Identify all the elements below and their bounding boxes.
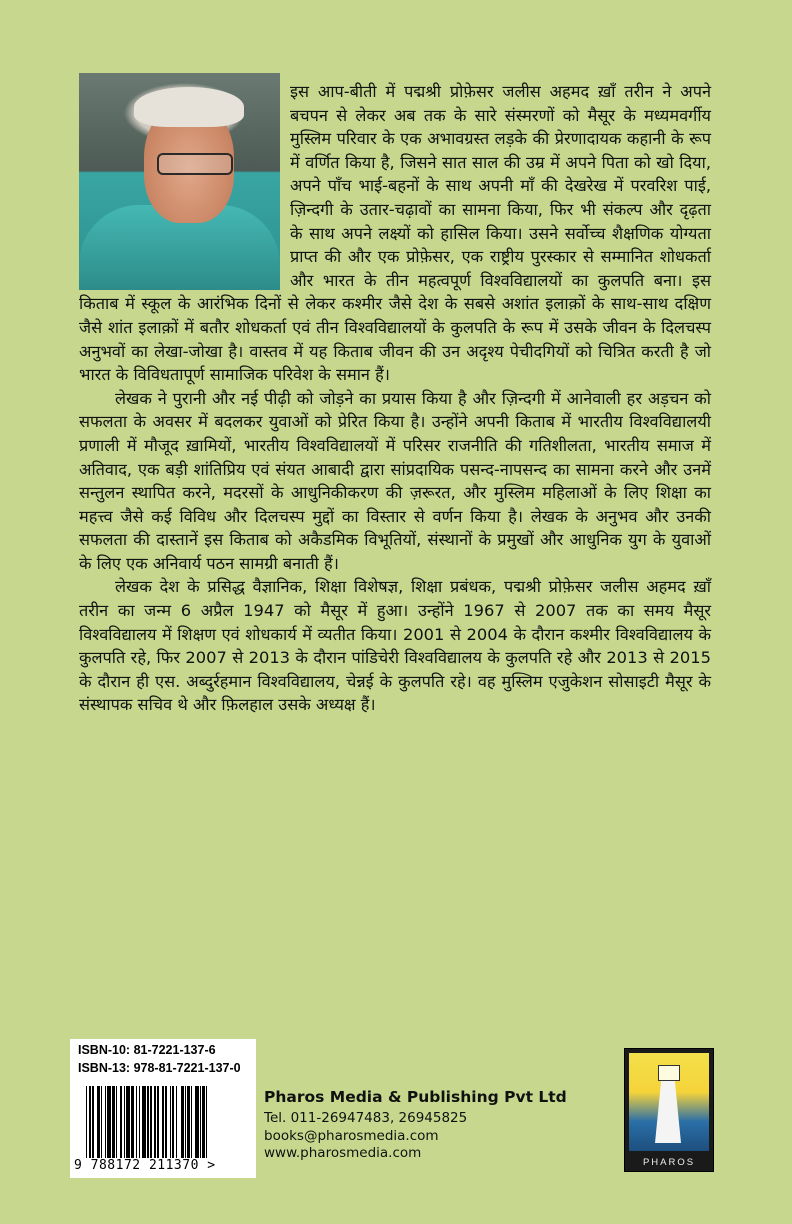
barcode-bar: [206, 1086, 207, 1158]
pharos-lighthouse-logo: [624, 1048, 714, 1172]
logo-label: PHAROS: [642, 1157, 696, 1168]
publisher-email: books@pharosmedia.com: [264, 1127, 439, 1144]
author-bio-paragraph: लेखक देश के प्रसिद्ध वैज्ञानिक, शिक्षा विशेषज्ञ, शिक्षा प्रबंधक, पद्मश्री प्रोफ़ेसर जलीस अहमद ख़ाँ तरीन का जन्म 6 अप्रैल 1947 को मैसूर में हुआ। उन्होंने 1967 से 2007 तक का समय मैसूर विश्वविद्यालय में शिक्षण एवं शोधकार्य में व्यतीत किया। 2001 से 2004 के दौरान कश्मीर विश्वविद्यालय के कुलपति रहे, फिर 2007 से 2013 के दौरान पांडिचेरी विश्वविद्यालय के कुलपति रहे और 2013 से 2015 के दौरान ही एस. अब्दुर्रहमान विश्वविद्यालय, चेन्नई के कुलपति रहे। वह मुस्लिम एजुकेशन सोसाइटी मैसूर के संस्थापक सचिव थे और फ़िलहाल उसके अध्यक्ष हैं।: [79, 577, 711, 715]
publisher-info: [264, 1088, 567, 1163]
blurb-paragraph-2: लेखक ने पुरानी और नई पीढ़ी को जोड़ने का प्रयास किया है और ज़िन्दगी में आनेवाली हर अड़चन को सफलता के अवसर में बदलकर युवाओं को प्रेरित किया है। उन्होंने अपनी किताब में भारतीय विश्वविद्यालयी प्रणाली में मौजूद ख़ामियों, भारतीय विश्वविद्यालयों में परिसर राजनीति की गतिशीलता, भारतीय समाज में अतिवाद, एक बड़ी शांतिप्रिय एवं संयत आबादी द्वारा सांप्रदायिक पसन्द-नापसन्द का सामना करने और उनमें सन्तुलन स्थापित करने, मदरसों के आधुनिकीकरण की ज़रूरत, और मुस्लिम महिलाओं के लिए शिक्षा का महत्त्व जैसे कई विविध और दिलचस्प मुद्दों का विस्तार से वर्णन किया है। लेखक के अनुभव और उनकी सफलता की दास्तानें इस किताब को अकैडमिक विभूतियों, संस्थानों के प्रमुखों और आधुनिक युग के युवाओं के लिए एक अनिवार्य पठन सामग्री बनाती हैं।: [79, 388, 711, 573]
isbn-10: ISBN-10: 81-7221-137-6: [78, 1043, 216, 1057]
lighthouse-lamp: [658, 1065, 680, 1081]
publisher-phone: Tel. 011-26947483, 26945825: [264, 1110, 468, 1126]
photo-spacer: [79, 80, 290, 292]
isbn-barcode-box: [70, 1039, 256, 1178]
barcode-digits: 9 788172 211370 >: [74, 1158, 216, 1173]
publisher-website: www.pharosmedia.com: [264, 1145, 422, 1161]
back-cover-blurb: [79, 80, 711, 717]
isbn-13: ISBN-13: 978-81-7221-137-0: [78, 1061, 241, 1075]
publisher-name: Pharos Media & Publishing Pvt Ltd: [264, 1088, 567, 1106]
blurb-paragraph-1: इस आप-बीती में पद्मश्री प्रोफ़ेसर जलीस अहमद ख़ाँ तरीन ने अपने बचपन से लेकर अब तक के सारे संस्मरणों को मैसूर के मध्यमवर्गीय मुस्लिम परिवार के एक अभावग्रस्त लड़के की प्रेरणादायक कहानी के रूप में वर्णित किया है, जिसने सात साल की उम्र में अपने पिता को खो दिया, अपने पाँच भाई-बहनों के साथ अपनी माँ की देखरेख में परवरिश पाई, ज़िन्दगी के उतार-चढ़ावों का सामना किया, फिर भी संकल्प और दृढ़ता के साथ अपने लक्ष्यों को हासिल किया। उसने सर्वोच्च शैक्षणिक योग्यता प्राप्त की और एक प्रोफ़ेसर, एक राष्ट्रीय पुरस्कार से सम्मानित शोधकर्ता और भारत के तीन महत्वपूर्ण विश्वविद्यालयों का कुलपति बना। इस किताब में स्कूल के आरंभिक दिनों से लेकर कश्मीर जैसे देश के सबसे अशांत इलाक़ों के साथ-साथ दक्षिण जैसे शांत इलाक़ों में बतौर शोधकर्ता एवं तीन विश्वविद्यालयों के कुलपति के रूप में उसके जीवन के दिलचस्प अनुभवों का लेखा-जोखा है। वास्तव में यह किताब जीवन की उन अदृश्य पेचीदगियों को चित्रित करती है जो भारत के विविधतापूर्ण सामाजिक परिवेश के समान हैं।: [79, 82, 711, 385]
barcode: [86, 1086, 249, 1158]
